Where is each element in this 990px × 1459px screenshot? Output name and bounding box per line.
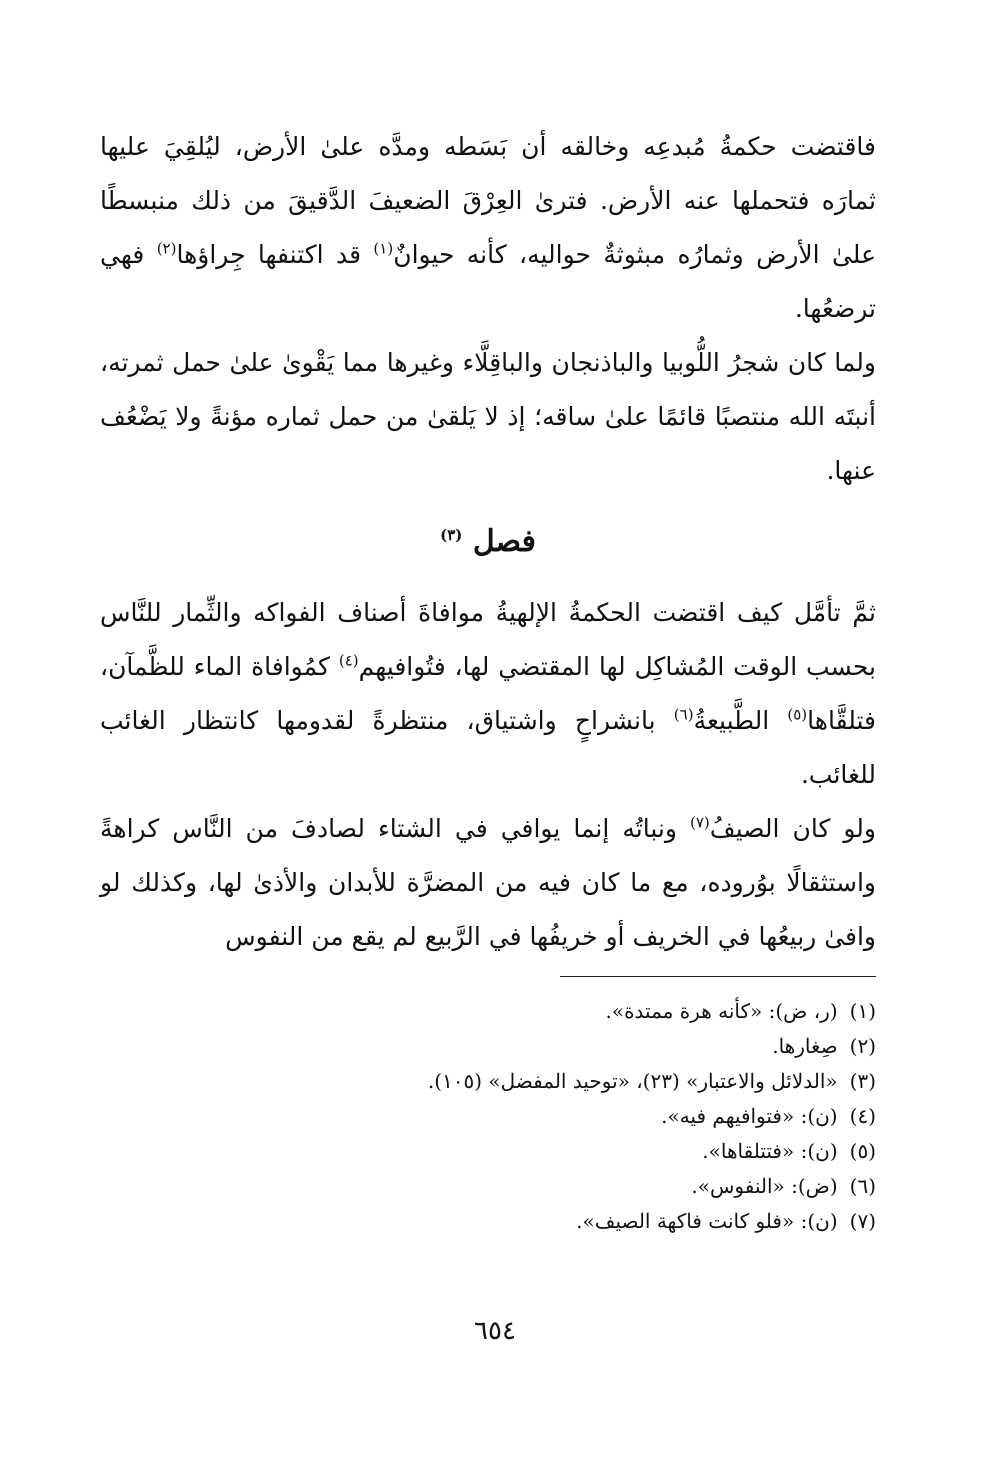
footnote-ref-5[interactable]: (٥) — [787, 705, 808, 724]
footnote-number: (٦) — [849, 1174, 876, 1198]
text-run: بانشراحٍ واشتياق، منتظرةً لقدومها كانتظار الغائب للغائب. — [100, 706, 876, 789]
footnote-4 — [116, 1099, 876, 1134]
section-heading — [100, 512, 876, 572]
page-body — [100, 120, 876, 964]
footnote-7 — [116, 1204, 876, 1239]
footnotes-list — [116, 994, 876, 1239]
footnote-number: (٧) — [849, 1209, 876, 1233]
footnote-text: (ض): «النفوس». — [691, 1174, 838, 1198]
text-run: ولما كان شجرُ اللُّوبيا والباذنجان والباقِلَّاء وغيرها مما يَقْوىٰ علىٰ حمل ثمرته، أنبتَه الله منتصبًا قائمًا علىٰ ساقه؛ إذ لا يَلقىٰ من حمل ثماره مؤنةً ولا يَضْعُف عنها. — [100, 348, 876, 485]
footnote-text: (ن): «فلو كانت فاكهة الصيف». — [576, 1209, 838, 1233]
text-run: الطَّبيعةُ — [693, 706, 788, 735]
text-run: ثمَّ تأمَّل كيف اقتضت الحكمةُ الإلهيةُ موافاةَ أصناف الفواكه والثِّمار للنَّاس بحسب الوقت المُشاكِل لها المقتضي لها، فتُوافيهم — [100, 598, 877, 681]
text-run: فهي ترضعُها. — [100, 240, 876, 323]
paragraph-2 — [100, 336, 876, 498]
text-run: ونباتُه إنما يوافي في الشتاء لصادفَ من النَّاس كراهةً واستثقالًا بوُروده، مع ما كان فيه من المضرَّة للأبدان والأذىٰ لها، وكذلك لو وافىٰ ربيعُها في الخريف أو خريفُها في الرَّبيع لم يقع من النفوس — [100, 814, 876, 951]
footnote-1 — [116, 994, 876, 1029]
footnote-text: (ن): «فتوافيهم فيه». — [661, 1104, 838, 1128]
text-run: قد اكتنفها جِراؤها — [176, 240, 374, 269]
footnote-ref-4[interactable]: (٤) — [338, 651, 359, 670]
footnote-text: «الدلائل والاعتبار» (٢٣)، «توحيد المفضل» (١٠٥). — [427, 1069, 838, 1093]
footnote-number: (١) — [849, 999, 876, 1023]
footnote-ref-2[interactable]: (٢) — [156, 239, 177, 258]
paragraph-1 — [100, 120, 876, 336]
footnote-number: (٣) — [849, 1069, 876, 1093]
paragraph-4 — [100, 802, 876, 964]
footnote-ref-3[interactable]: (٣) — [440, 526, 463, 544]
text-run: ولو كان الصيفُ — [709, 814, 876, 843]
footnote-6 — [116, 1169, 876, 1204]
footnote-text: صِغارها. — [772, 1034, 838, 1058]
footnote-text: (ر، ض): «كأنه هرة ممتدة». — [605, 999, 838, 1023]
paragraph-3 — [100, 586, 876, 802]
footnote-number: (٤) — [849, 1104, 876, 1128]
page-number: ٦٥٤ — [474, 1316, 516, 1346]
footnote-number: (٥) — [849, 1139, 876, 1163]
footnote-separator — [560, 976, 876, 977]
footnote-ref-7[interactable]: (٧) — [689, 813, 710, 832]
footnote-text: (ن): «فتتلقاها». — [702, 1139, 838, 1163]
footnote-number: (٢) — [849, 1034, 876, 1058]
footnote-3 — [116, 1064, 876, 1099]
footnote-ref-6[interactable]: (٦) — [673, 705, 694, 724]
section-heading-text: فصل — [472, 524, 536, 559]
footnote-ref-1[interactable]: (١) — [373, 239, 394, 258]
text-run: كمُوافاة الماء للظَّمآن، فتلقَّاها — [100, 652, 876, 735]
text-run: فاقتضت حكمةُ مُبدعِه وخالقه أن بَسَطه ومدَّه علىٰ الأرض، ليُلقِيَ عليها ثمارَه فتحملها عنه الأرض. فترىٰ العِرْقَ الضعيفَ الدَّقيقَ من ذلك منبسطًا علىٰ الأرض وثمارُه مبثوثةٌ حواليه، كأنه حيوانٌ — [100, 132, 876, 269]
footnote-5 — [116, 1134, 876, 1169]
footnote-2 — [116, 1029, 876, 1064]
